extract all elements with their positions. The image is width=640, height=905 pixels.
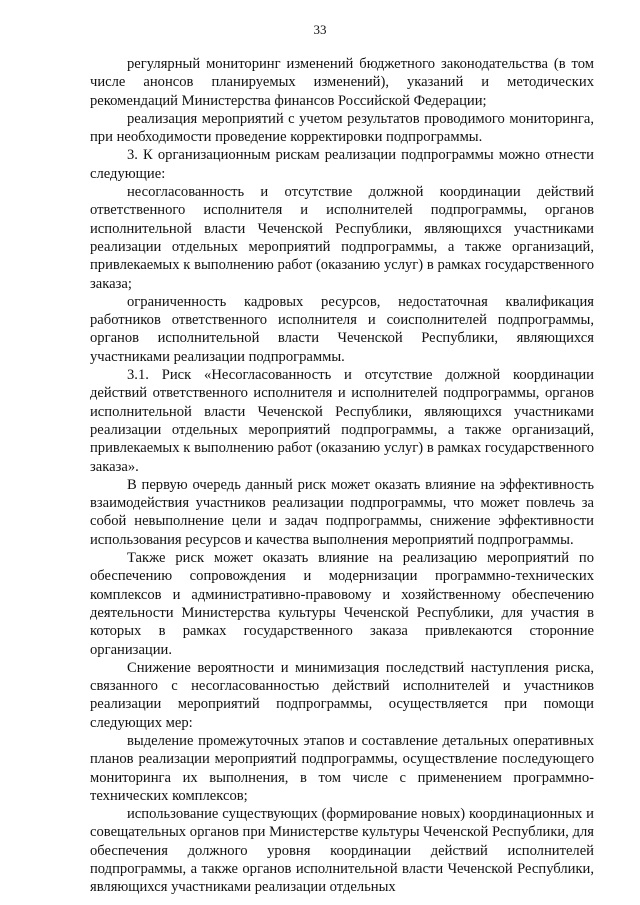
paragraph-monitoring-implementation: реализация мероприятий с учетом результатов проводимого мониторинга, при необходимости проведение корректировки подпрограммы. <box>90 110 594 146</box>
paragraph-mitigation-bodies: использование существующих (формирование новых) координационных и совещательных органов при Министерстве культуры Чеченской Республики, для обеспечения должного уровня координации действий исполнителей подпрограммы, а также органов исполнительной власти Чеченской Республики, являющихся участниками реализации отдельных <box>90 806 594 896</box>
document-body <box>90 55 594 897</box>
paragraph-budget-monitoring: регулярный мониторинг изменений бюджетного законодательства (в том числе анонсов планируемых изменений), указаний и методических рекомендаций Министерства финансов Российской Федерации; <box>90 56 594 109</box>
paragraph-coordination-lack: несогласованность и отсутствие должной координации действий ответственного исполнителя и исполнителей подпрограммы, органов исполнительной власти Чеченской Республики, являющихся участниками реализации отдельных мероприятий подпрограммы, а также организаций, привлекаемых к выполнению работ (оказанию услуг) в рамках государственного заказа; <box>90 184 594 292</box>
paragraph-risk-impact: В первую очередь данный риск может оказать влияние на эффективность взаимодействия участников реализации подпрограммы, что может повлечь за собой невыполнение цели и задач подпрограммы, снижение эффективности использования ресурсов и качества выполнения мероприятий подпрограммы. <box>90 476 594 548</box>
paragraph-staff-limits: ограниченность кадровых ресурсов, недостаточная квалификация работников ответственного исполнителя и соисполнителей подпрограммы, органов исполнительной власти Чеченской Республики, являющихся участниками реализации подпрограммы. <box>90 293 594 365</box>
paragraph-risk-mitigation: Снижение вероятности и минимизация последствий наступления риска, связанного с несогласованностью действий исполнителей и участников реализации мероприятий подпрограммы, осуществляется при помощи следующих мер: <box>90 659 594 731</box>
paragraph-risk-3-1: 3.1. Риск «Несогласованность и отсутствие должной координации действий ответственного исполнителя и исполнителей подпрограммы, органов исполнительной власти Чеченской Республики, являющихся участниками реализации отдельных мероприятий подпрограммы, а также организаций, привлекаемых к выполнению работ (оказанию услуг) в рамках государственного заказа». <box>90 367 594 475</box>
paragraph-organizational-risks: 3. К организационным рискам реализации подпрограммы можно отнести следующие: <box>90 147 594 182</box>
page-number: 33 <box>313 22 327 37</box>
paragraph-risk-impact-support: Также риск может оказать влияние на реализацию мероприятий по обеспечению сопровождения и модернизации программно-технических комплексов и административно-правовому и хозяйственному обеспечению деятельности Министерства культуры Чеченской Республики, для участия в которых в рамках государственного заказа привлекаются сторонние организации. <box>90 550 594 658</box>
paragraph-mitigation-stages: выделение промежуточных этапов и составление детальных оперативных планов реализации мероприятий подпрограммы, осуществление последующего мониторинга их выполнения, в том числе с применением программно-технических комплексов; <box>90 732 594 804</box>
